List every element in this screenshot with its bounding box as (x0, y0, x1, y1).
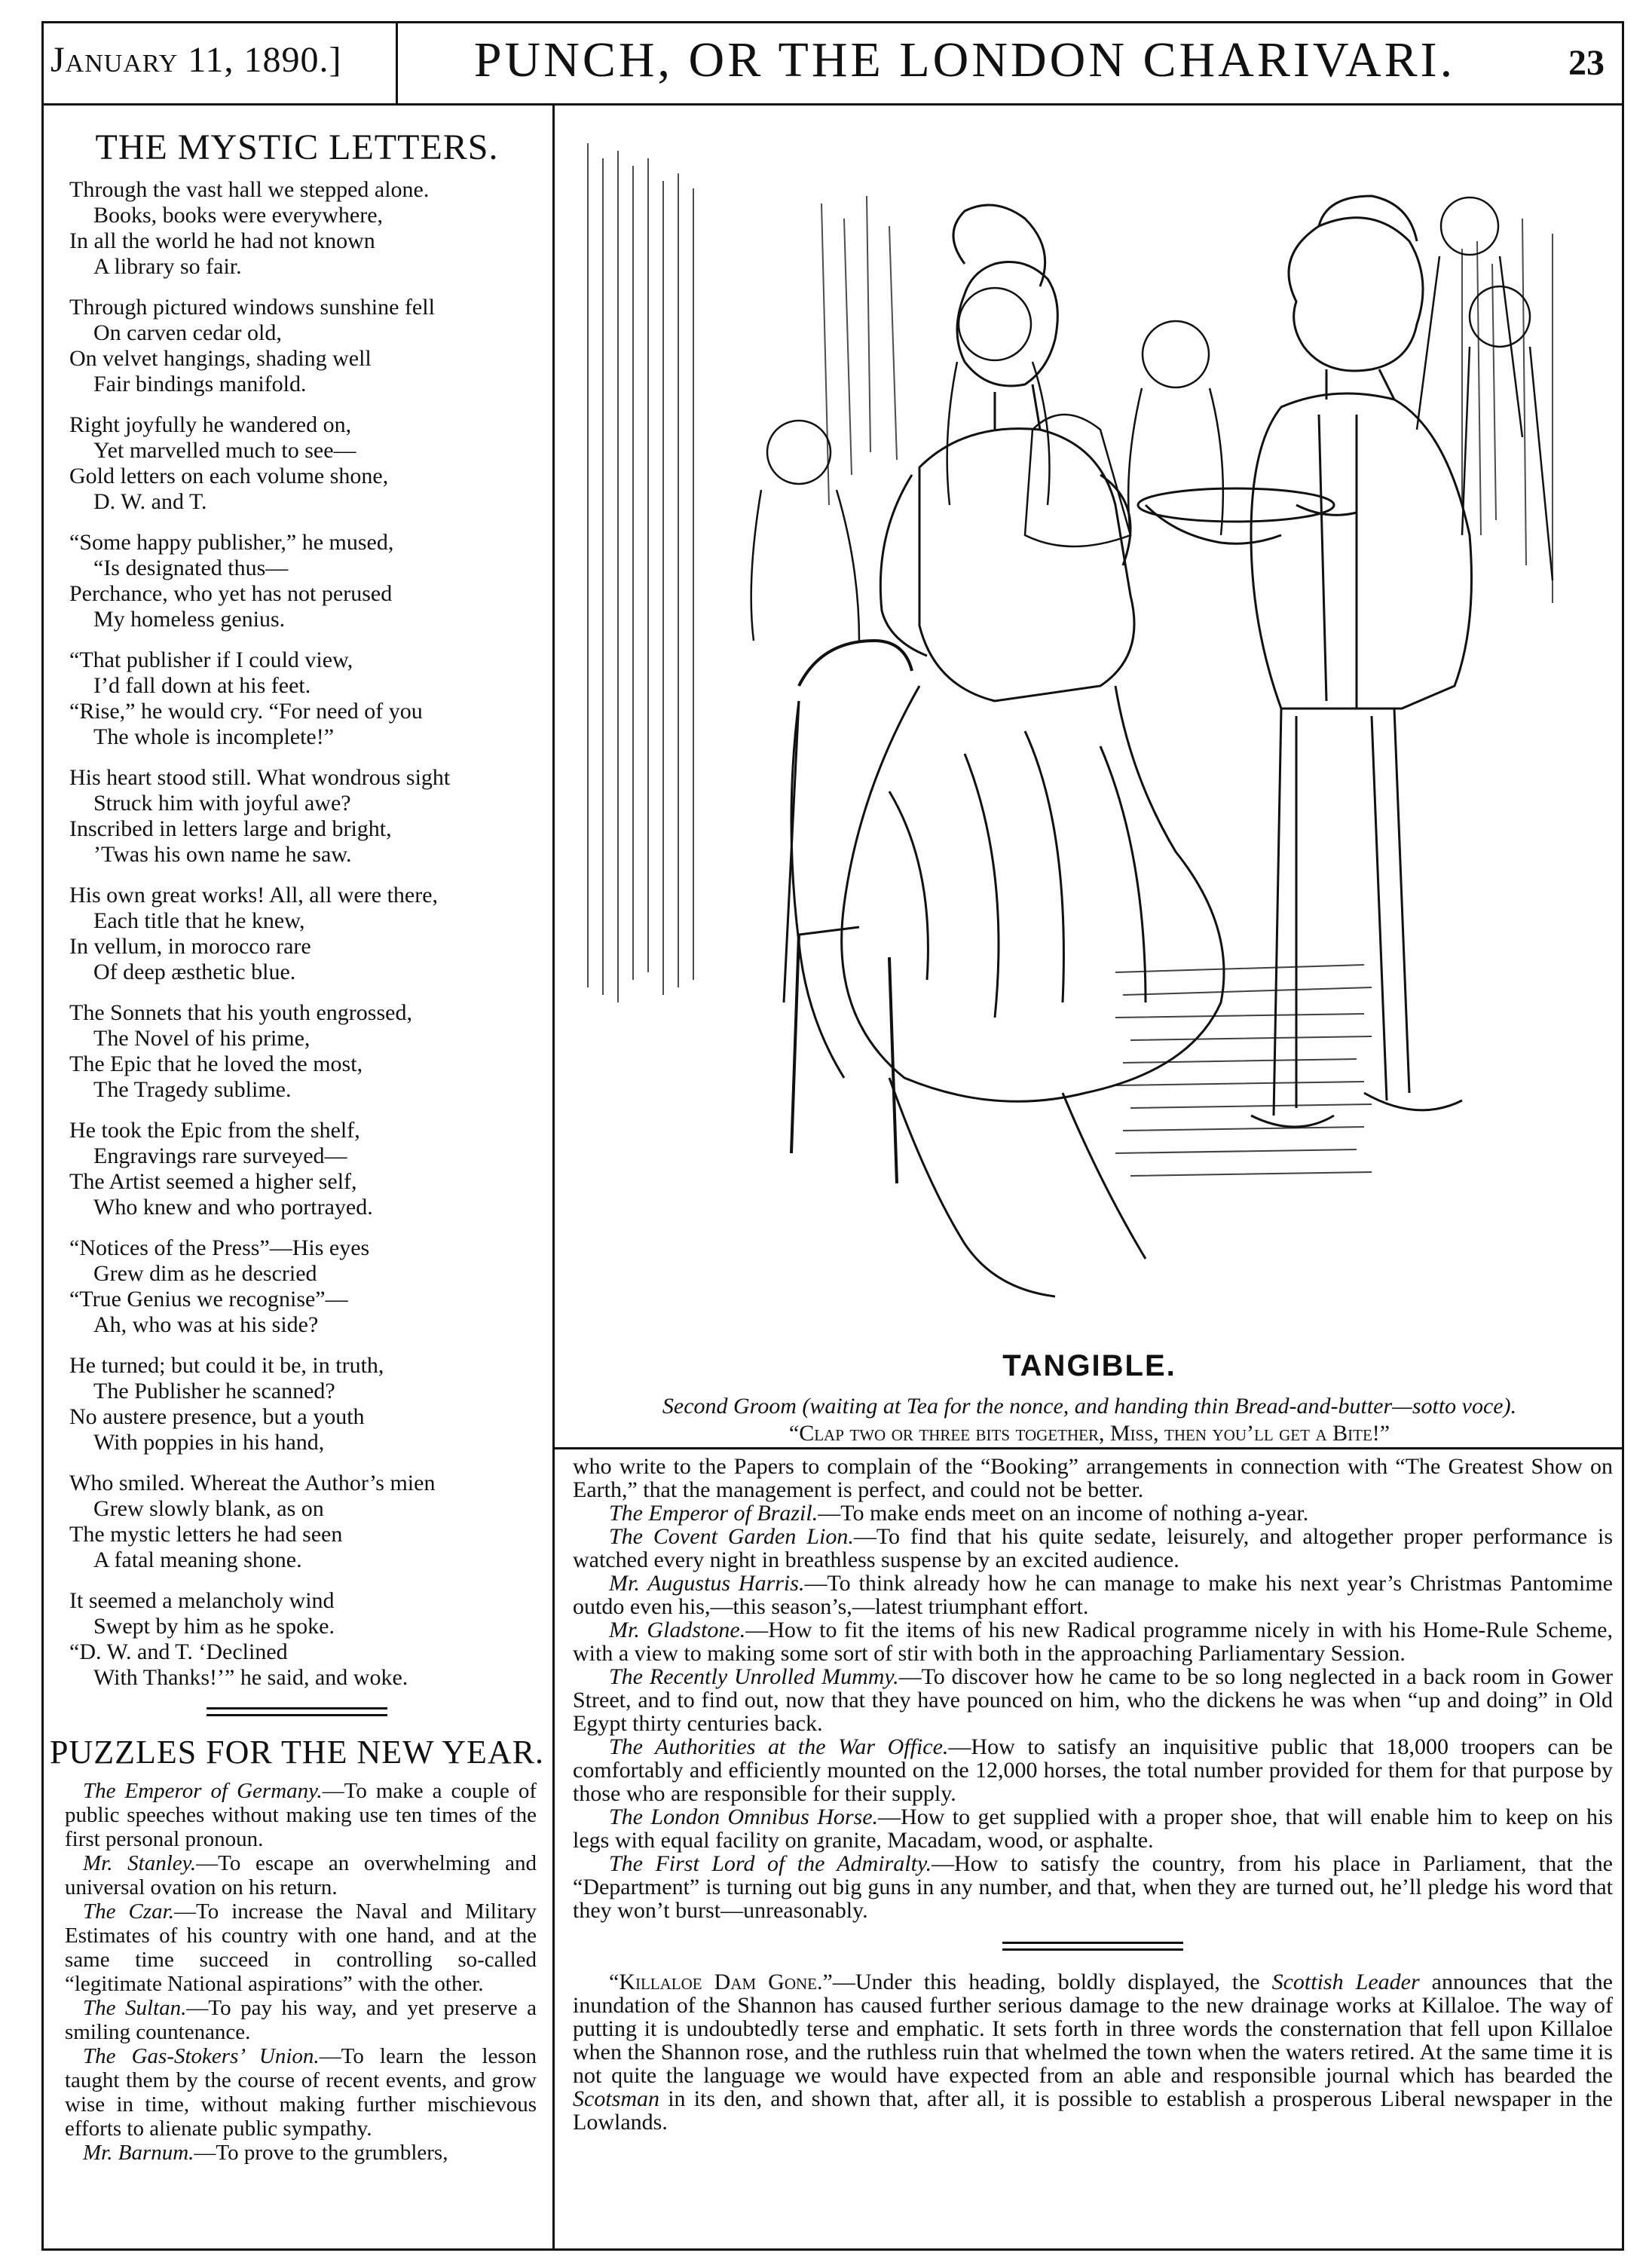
poem-line: The mystic letters he had seen (69, 1522, 343, 1547)
cartoon-caption (555, 1393, 1624, 1447)
puzzle-text: —To escape an overwhelming and universal ovation on his return. (65, 1851, 537, 1899)
column-divider (552, 106, 555, 2251)
puzzle-item (573, 1852, 1613, 1922)
poem-line: In all the world he had not known (69, 228, 375, 253)
poem-line: Yet marvelled much to see— (93, 438, 356, 463)
puzzles-continuation: who write to the Papers to complain of the “Booking” arrangements in connection with “The Greatest Show on Earth,” that the management is perfect, and could not be better. (573, 1454, 1613, 1502)
poem-line: The Artist seemed a higher self, (69, 1169, 357, 1194)
puzzle-item (573, 1618, 1613, 1665)
poem-stanza (69, 295, 547, 397)
puzzle-subject: The Emperor of Brazil. (609, 1501, 818, 1526)
puzzle-subject: The Sultan. (83, 1996, 187, 2020)
killaloe-text-a: —Under this heading, boldly displayed, the (832, 1970, 1272, 1994)
poem-line: “Notices of the Press”—His eyes (69, 1235, 370, 1260)
poem-line: A library so fair. (93, 254, 242, 279)
poem-line: The Sonnets that his youth engrossed, (69, 1000, 412, 1025)
poem-line: With poppies in his hand, (93, 1430, 325, 1455)
poem-line: Through the vast hall we stepped alone. (69, 177, 430, 202)
puzzle-item (65, 2044, 537, 2141)
poem-stanza (69, 647, 547, 750)
puzzle-subject: Mr. Augustus Harris. (609, 1571, 805, 1596)
poem-line: “That publisher if I could view, (69, 647, 353, 672)
puzzle-item (573, 1525, 1613, 1572)
puzzle-text: —To pay his way, and yet preserve a smiling countenance. (65, 1996, 537, 2044)
poem-stanza (69, 1588, 547, 1691)
poem-line: Books, books were everywhere, (93, 203, 384, 228)
poem-line: Gold letters on each volume shone, (69, 464, 389, 488)
puzzles-list-continued (573, 1501, 1613, 1922)
poem-line: “Some happy publisher,” he mused, (69, 530, 394, 555)
poem-stanza (69, 1235, 547, 1338)
puzzle-subject: Mr. Stanley. (83, 1851, 197, 1875)
issue-date: January 11, 1890.] (50, 40, 342, 80)
puzzle-text: —How to get supplied with a proper shoe, that will enable him to keep on his legs with equal facility on granite, Macadam, wood, or asphalte. (573, 1804, 1613, 1853)
poem-line: Perchance, who yet has not perused (69, 581, 393, 606)
poem-line: Who knew and who portrayed. (93, 1195, 373, 1220)
killaloe-text-c: in its den, and shown that, after all, it is possible to establish a prosperous Liberal newspaper in the Lowlands. (573, 2086, 1613, 2135)
puzzle-item (65, 1779, 537, 1851)
poem-line: Through pictured windows sunshine fell (69, 295, 435, 320)
poem-line: Inscribed in letters large and bright, (69, 816, 392, 841)
publication-title: PUNCH, OR THE LONDON CHARIVARI. (473, 32, 1456, 87)
puzzle-item (65, 2141, 537, 2165)
puzzle-subject: The Czar. (83, 1899, 174, 1924)
poem-line: On velvet hangings, shading well (69, 346, 372, 371)
poem-line: ’Twas his own name he saw. (93, 842, 352, 867)
double-rule-right (1002, 1942, 1183, 1951)
left-column (47, 106, 547, 2165)
poem-stanza (69, 530, 547, 632)
puzzle-text: —To make a couple of public speeches without making use ten times of the first personal pronoun. (65, 1779, 537, 1851)
poem-title: THE MYSTIC LETTERS. (95, 127, 499, 167)
background-guests (751, 197, 1553, 641)
puzzle-subject: Mr. Gladstone. (609, 1618, 746, 1642)
poem-line: Swept by him as he spoke. (93, 1614, 335, 1639)
poem-line: “D. W. and T. ‘Declined (69, 1639, 288, 1664)
puzzle-item (65, 1996, 537, 2044)
masthead-divider (396, 21, 398, 103)
poem-stanza (69, 1118, 547, 1220)
puzzle-text: —To prove to the grumblers, (194, 2141, 448, 2165)
background-hatching (588, 143, 1553, 1002)
poem-stanza (69, 883, 547, 985)
puzzle-subject: The Gas-Stokers’ Union. (83, 2044, 320, 2068)
puzzle-item (573, 1735, 1613, 1805)
poem-line: My homeless genius. (93, 607, 286, 632)
puzzle-text: —How to satisfy an inquisitive public that 18,000 troopers can be comfortably and efficiently mounted on the 12,000 horses, the total number provided for them for that purpose by those who are responsible for their supply. (573, 1734, 1613, 1806)
poem-line: The Tragedy sublime. (93, 1077, 292, 1102)
puzzle-subject: The Authorities at the War Office. (609, 1734, 949, 1759)
puzzle-subject: Mr. Barnum. (83, 2141, 194, 2165)
puzzle-subject: The Covent Garden Lion. (609, 1524, 854, 1549)
poem-stanza (69, 1353, 547, 1455)
double-rule (206, 1707, 387, 1716)
poem-line: Engravings rare surveyed— (93, 1143, 347, 1168)
poem-stanza (69, 412, 547, 515)
poem-line: “Is designated thus— (93, 556, 289, 580)
killaloe-headline: “Killaloe Dam Gone.” (609, 1970, 833, 1994)
poem-line: The Epic that he loved the most, (69, 1051, 363, 1076)
poem-line: Who smiled. Whereat the Author’s mien (69, 1471, 436, 1495)
puzzle-text: —To discover how he came to be so long neglected in a back room in Gower Street, and to find out, now that they have pounced on him, who the dickens he was when “up and doing” in Old Egypt thirty centuries back. (573, 1664, 1613, 1736)
poem-body (47, 177, 547, 1691)
poem-line: Grew dim as he descried (93, 1261, 317, 1286)
masthead (41, 21, 1624, 106)
puzzle-item (573, 1805, 1613, 1852)
puzzle-text: —To think already how he can manage to make his next year’s Christmas Pantomime outdo even his,—this season’s,—latest triumphant effort. (573, 1571, 1613, 1619)
poem-line: Ah, who was at his side? (93, 1312, 319, 1337)
puzzles-title: PUZZLES FOR THE NEW YEAR. (49, 1734, 545, 1771)
puzzles-list (47, 1779, 547, 2165)
puzzle-text: —To increase the Naval and Military Estimates of his country with one hand, and at the same time succeed in controlling so-called “legitimate National aspirations” with the other. (65, 1899, 537, 1996)
poem-line: His heart stood still. What wondrous sight (69, 765, 451, 790)
page-number: 23 (1568, 43, 1605, 83)
puzzle-subject: The London Omnibus Horse. (609, 1804, 879, 1829)
poem-line: D. W. and T. (93, 489, 207, 514)
poem-line: No austere presence, but a youth (69, 1404, 365, 1429)
poem-line: Struck him with joyful awe? (93, 791, 351, 816)
chair (791, 641, 912, 1183)
cartoon-illustration (573, 113, 1598, 1334)
poem-line: Each title that he knew, (93, 908, 305, 933)
right-column (573, 1455, 1613, 2134)
poem-line: The Publisher he scanned? (93, 1379, 335, 1403)
cartoon-bottom-rule (555, 1447, 1624, 1449)
poem-line: With Thanks!’” he said, and woke. (93, 1665, 408, 1690)
cartoon-title: TANGIBLE. (1002, 1349, 1176, 1382)
poem-line: In vellum, in morocco rare (69, 934, 311, 959)
puzzle-subject: The Recently Unrolled Mummy. (609, 1664, 899, 1689)
poem-line: He turned; but could it be, in truth, (69, 1353, 384, 1378)
puzzle-text: —How to satisfy the country, from his place in Parliament, that the “Department” is turning out big guns in any number, and that, when they are turned out, he’ll pledge his word that they won’t burst—unreasonably. (573, 1851, 1613, 1923)
poem-line: “Rise,” he would cry. “For need of you (69, 699, 423, 724)
killaloe-paper-1: Scottish Leader (1271, 1970, 1420, 1994)
poem-line: “True Genius we recognise”— (69, 1287, 348, 1312)
poem-line: The whole is incomplete!” (93, 724, 335, 749)
poem-line: It seemed a melancholy wind (69, 1588, 335, 1613)
puzzle-subject: The Emperor of Germany. (83, 1779, 323, 1803)
caption-quote: “Clap two or three bits together, Miss, then you’ll get a Bite!” (788, 1421, 1390, 1446)
poem-line: Right joyfully he wandered on, (69, 412, 352, 437)
poem-line: The Novel of his prime, (93, 1026, 311, 1051)
puzzle-item (65, 1851, 537, 1899)
poem-line: I’d fall down at his feet. (93, 673, 311, 698)
killaloe-text-b: announces that the inundation of the Shannon has caused further serious damage to the new drainage works at Killaloe. The way of putting it is undoubtedly terse and emphatic. It sets forth in three words the consternation that fell upon Killaloe when the Shannon rose, and the ruthless ruin that whelmed the town when the waters retired. At the same time it is not quite the language we would have expected from an able and responsible journal which has bearded the (573, 1970, 1613, 2088)
poem-stanza (69, 1471, 547, 1573)
puzzle-item (573, 1572, 1613, 1618)
puzzle-text: —To learn the lesson taught them by the course of recent events, and grow wise in time, without making further mischievous efforts to alienate public sympathy. (65, 2044, 537, 2141)
poem-line: His own great works! All, all were there, (69, 883, 439, 908)
poem-line: On carven cedar old, (93, 320, 282, 345)
killaloe-paper-2: Scotsman (573, 2086, 659, 2111)
puzzle-item (573, 1501, 1613, 1525)
poem-stanza (69, 1000, 547, 1103)
poem-line: Grew slowly blank, as on (93, 1496, 324, 1521)
poem-line: He took the Epic from the shelf, (69, 1118, 360, 1143)
puzzle-item (65, 1899, 537, 1996)
bread-plate (1138, 488, 1357, 543)
puzzle-text: —To find that his quite sedate, leisurely, and altogether proper performance is watched every night in breathless suspense by an excited audience. (573, 1524, 1613, 1572)
puzzle-item (573, 1665, 1613, 1735)
killaloe-article (573, 1970, 1613, 2134)
puzzle-text: —How to fit the items of his new Radical programme nicely in with his Home-Rule Scheme, with a view to making some sort of stir with both in the approaching Parliamentary Session. (573, 1618, 1613, 1666)
caption-speaker: Second Groom (waiting at Tea for the nonce, and handing thin Bread-and-butter—sotto voce). (662, 1394, 1517, 1419)
poem-line: Fair bindings manifold. (93, 372, 307, 396)
puzzle-subject: The First Lord of the Admiralty. (609, 1851, 932, 1876)
poem-stanza (69, 765, 547, 868)
poem-stanza (69, 177, 547, 280)
puzzle-text: —To make ends meet on an income of nothing a-year. (818, 1501, 1309, 1526)
poem-line: A fatal meaning shone. (93, 1547, 302, 1572)
poem-line: Of deep æsthetic blue. (93, 960, 296, 984)
seated-lady (784, 205, 1224, 1296)
